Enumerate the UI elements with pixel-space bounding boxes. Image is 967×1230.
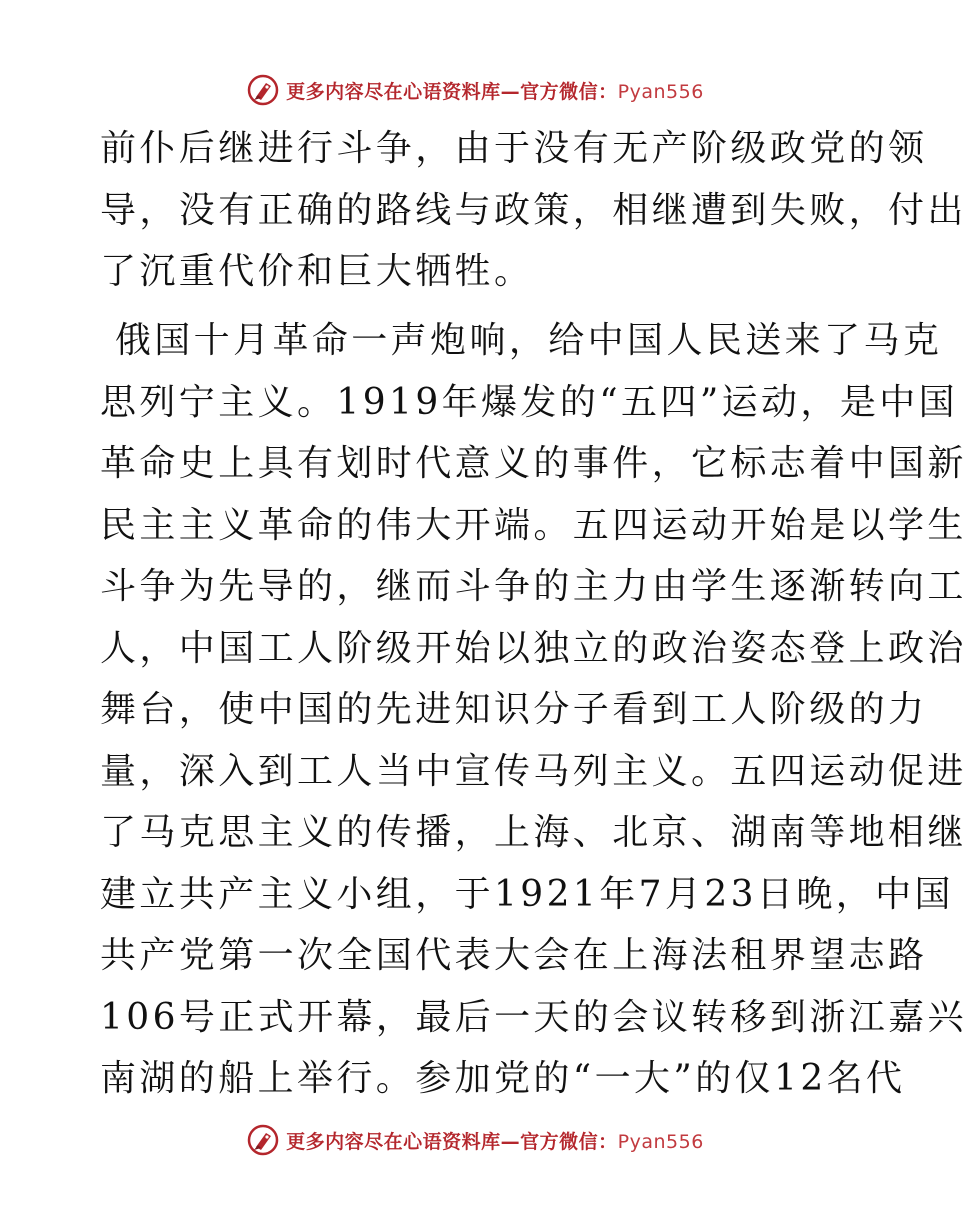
watermark-text: 更多内容尽在心语资料库—官方微信：Pyan556 <box>286 80 704 103</box>
text-line: 量，深入到工人当中宣传马列主义。五四运动促进 <box>100 750 967 792</box>
text-line: 革命史上具有划时代意义的事件，它标志着中国新 <box>100 443 967 484</box>
text-line: 了沉重代价和巨大牺牲。 <box>100 251 534 292</box>
watermark-wechat-id: Pyan556 <box>617 1130 704 1153</box>
paragraph <box>100 118 967 303</box>
text-line: 民主主义革命的伟大开端。五四运动开始是以学生 <box>100 504 967 546</box>
text-line: 斗争为先导的，继而斗争的主力由学生逐渐转向工 <box>100 566 967 607</box>
header-watermark <box>0 70 950 110</box>
text-line: 共产党第一次全国代表大会在上海法租界望志路 <box>100 935 928 976</box>
text-line: 了马克思主义的传播，上海、北京、湖南等地相继 <box>100 812 967 853</box>
text-line: 人，中国工人阶级开始以独立的政治姿态登上政治 <box>100 627 967 669</box>
pen-nib-logo-icon <box>246 73 280 107</box>
text-line: 南湖的船上举行。参加党的“一大”的仅12名代 <box>100 1058 906 1099</box>
text-line: 导，没有正确的路线与政策，相继遭到失败，付出 <box>100 189 967 231</box>
text-line: 舞台，使中国的先进知识分子看到工人阶级的力 <box>100 689 928 730</box>
watermark-text: 更多内容尽在心语资料库—官方微信：Pyan556 <box>286 1130 704 1153</box>
text-line: 思列宁主义。1919年爆发的“五四”运动，是中国 <box>100 381 959 423</box>
text-line: 建立共产主义小组，于1921年7月23日晚，中国 <box>100 873 954 915</box>
watermark-wechat-id: Pyan556 <box>617 80 704 103</box>
text-line: 106号正式开幕，最后一天的会议转移到浙江嘉兴 <box>100 996 967 1038</box>
text-line: 俄国十月革命一声炮响，给中国人民送来了马克 <box>100 320 943 361</box>
paragraph <box>100 310 967 1110</box>
text-line: 前仆后继进行斗争，由于没有无产阶级政党的领 <box>100 128 928 169</box>
pen-nib-logo-icon <box>246 1123 280 1157</box>
footer-watermark <box>0 1120 950 1160</box>
